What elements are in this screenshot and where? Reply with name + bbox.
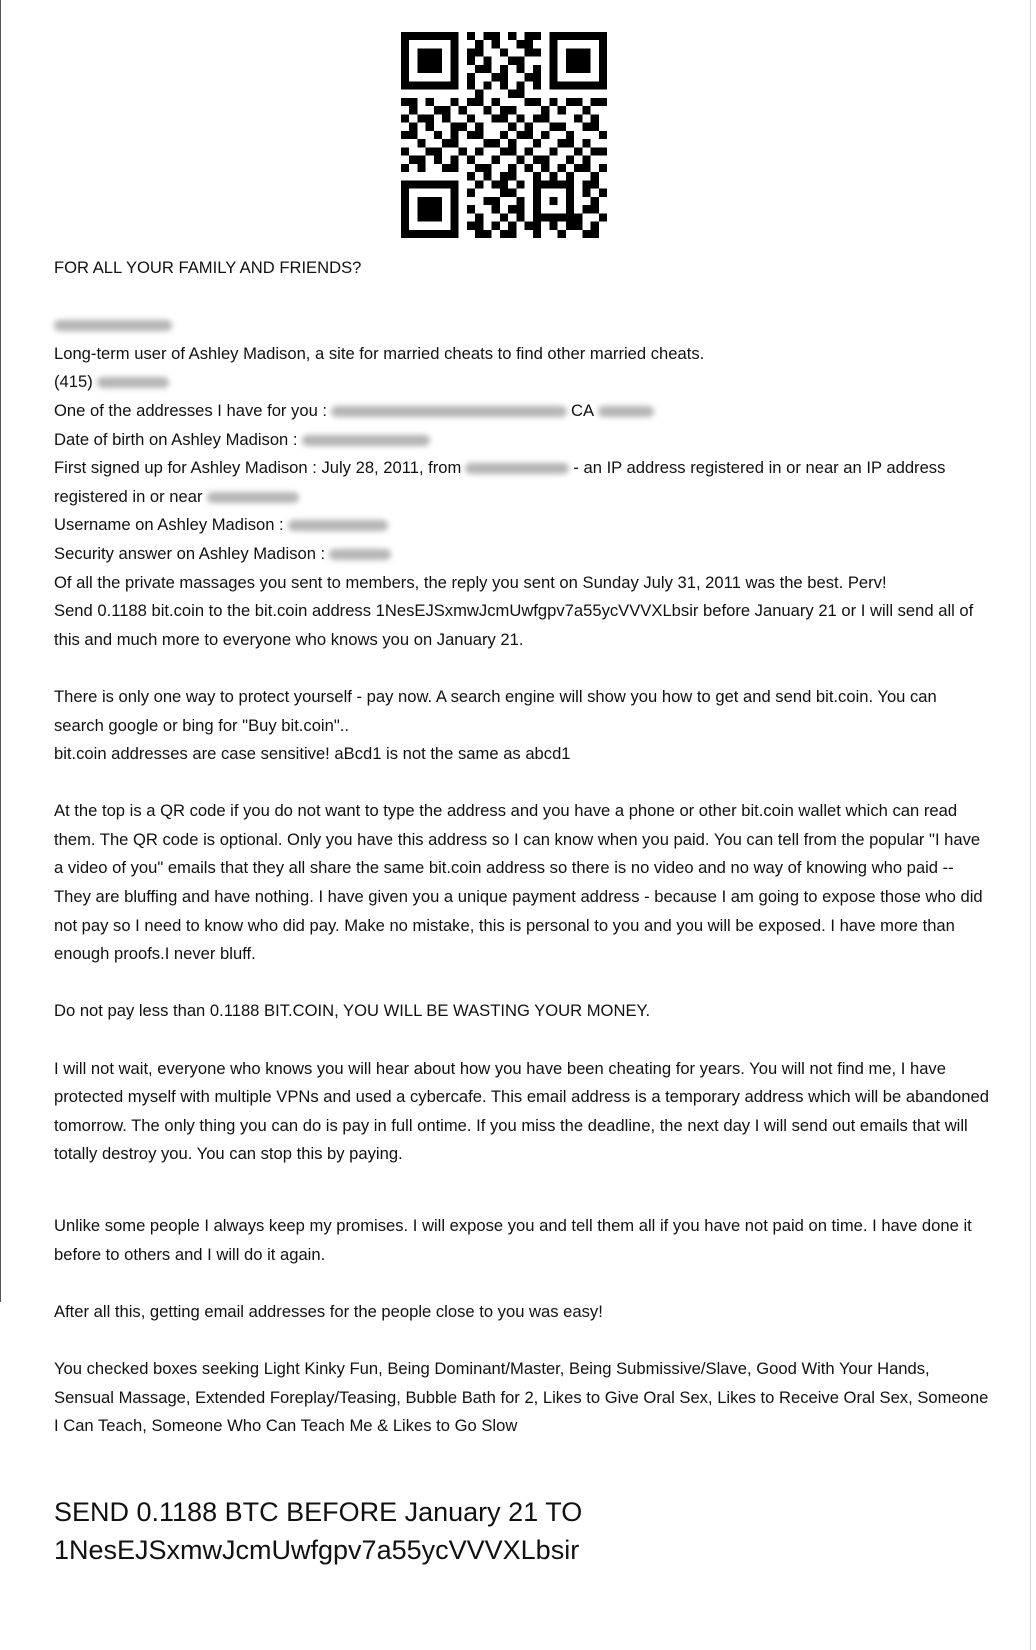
redacted-name <box>54 311 989 340</box>
redaction-blur <box>97 377 169 388</box>
final-demand-line1: SEND 0.1188 BTC BEFORE January 21 TO <box>54 1496 583 1527</box>
security-line <box>54 540 989 569</box>
qr-paragraph: At the top is a QR code if you do not want to type the address and you have a phone or other bit.coin wallet which can read them. The QR code is optional. Only you have this address so I can know when you paid. You can tell from the popular "I have a video of you" emails that they all share the same bit.coin address so there is no video and no way of knowing who paid --They are bluffing and have nothing. I have given you a unique payment address - because I am going to expose those who did not pay so I need to know who did pay. Make no mistake, this is personal to you and you will be exposed. I have more than enough proofs.I never bluff. <box>54 801 983 964</box>
private-message-line: Of all the private massages you sent to members, the reply you sent on Sunday July 31, 2011 was the best. Perv! <box>54 572 887 592</box>
redaction-blur <box>302 435 430 446</box>
redaction-blur <box>331 406 567 417</box>
dob-line <box>54 426 989 455</box>
page-border-left <box>0 0 1 1302</box>
address-label: One of the addresses I have for you : <box>54 400 328 420</box>
redaction-blur <box>288 520 388 531</box>
page-border-right <box>1030 0 1031 1650</box>
demand-line: Send 0.1188 bit.coin to the bit.coin address 1NesEJSxmwJcmUwfgpv7a55ycVVVXLbsir before January 21 or I will send all of this and much more to everyone who knows you on January 21. <box>54 601 974 649</box>
title-line: FOR ALL YOUR FAMILY AND FRIENDS? <box>54 258 362 277</box>
username-label: Username on Ashley Madison : <box>54 515 284 535</box>
dob-label: Date of birth on Ashley Madison : <box>54 429 298 449</box>
signup-line <box>54 454 989 511</box>
redaction-blur <box>329 549 391 560</box>
phone-prefix: (415) <box>54 372 93 392</box>
redaction-blur <box>598 406 654 417</box>
redaction-blur <box>54 320 172 331</box>
min-pay-line: Do not pay less than 0.1188 BIT.COIN, YOU WILL BE WASTING YOUR MONEY. <box>54 1001 651 1021</box>
redaction-blur <box>465 463 569 474</box>
boxes-paragraph: You checked boxes seeking Light Kinky Fun, Being Dominant/Master, Being Submissive/Slave, Good With Your Hands, Sensual Massage, Extended Foreplay/Teasing, Bubble Bath for 2, Likes to Give Oral Sex, Likes to Receive Oral Sex, Someone I Can Teach, Someone Who Can Teach Me & Likes to Go Slow <box>54 1358 989 1436</box>
signup-suffix: - an IP address registered in or near an IP address registered in or near <box>54 458 946 506</box>
easy-line: After all this, getting email addresses for the people close to you was easy! <box>54 1301 603 1321</box>
qr-code-icon <box>401 32 607 238</box>
username-line <box>54 511 989 540</box>
final-demand <box>54 1493 989 1569</box>
signup-prefix: First signed up for Ashley Madison : July 28, 2011, from <box>54 458 462 478</box>
email-body <box>54 254 989 1569</box>
final-demand-address: 1NesEJSxmwJcmUwfgpv7a55ycVVVXLbsir <box>54 1534 580 1565</box>
address-line <box>54 397 989 426</box>
security-label: Security answer on Ashley Madison : <box>54 543 326 563</box>
wait-paragraph: I will not wait, everyone who knows you will hear about how you have been cheating for years. You will not find me, I have protected myself with multiple VPNs and used a cybercafe. This email address is a temporary address which will be abandoned tomorrow. The only thing you can do is pay in full ontime. If you miss the deadline, the next day I will send out emails that will totally destroy you. You can stop this by paying. <box>54 1058 989 1164</box>
promise-paragraph: Unlike some people I always keep my promises. I will expose you and tell them all if you have not paid on time. I have done it before to others and I will do it again. <box>54 1216 972 1264</box>
case-line: bit.coin addresses are case sensitive! aBcd1 is not the same as abcd1 <box>54 744 571 764</box>
phone-line <box>54 368 989 397</box>
address-state: CA <box>571 400 595 420</box>
redaction-blur <box>207 492 299 503</box>
intro-line: Long-term user of Ashley Madison, a site for married cheats to find other married cheats. <box>54 343 705 363</box>
protect-line: There is only one way to protect yourself - pay now. A search engine will show you how to get and send bit.coin. You can search google or bing for "Buy bit.coin".. <box>54 686 937 735</box>
